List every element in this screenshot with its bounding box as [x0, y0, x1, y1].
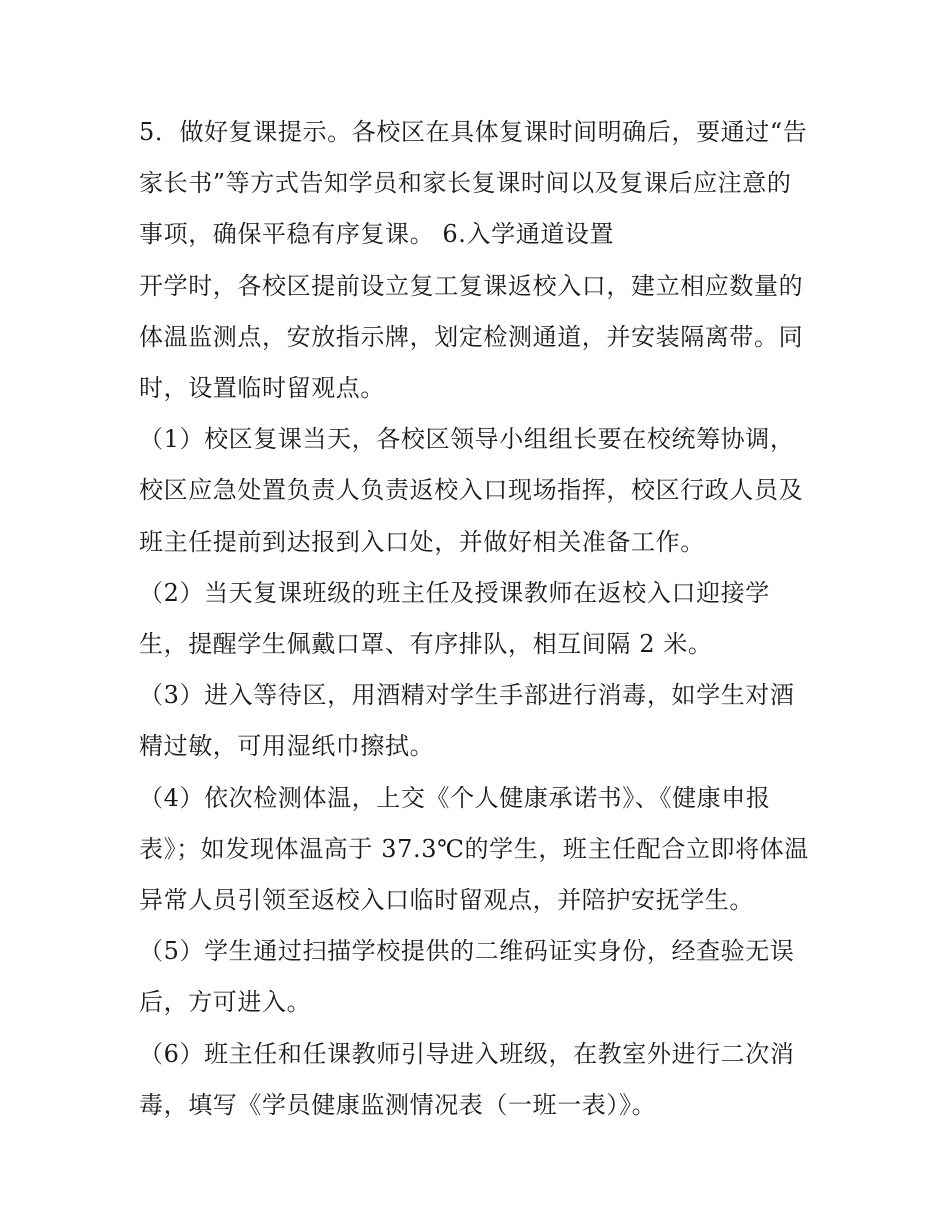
text-line: 精过敏，可用湿纸巾擦拭。	[139, 732, 435, 761]
document-body	[139, 107, 819, 1131]
text-line: 开学时，各校区提前设立复工复课返校入口，建立相应数量的	[139, 271, 804, 300]
text-line: 异常人员引领至返校入口临时留观点，并陪护安抚学生。	[139, 886, 754, 915]
text-line: （6）班主任和任课教师引导进入班级，在教室外进行二次消	[139, 1039, 795, 1068]
text-line: 事项，确保平稳有序复课。 6.入学通道设置	[139, 220, 615, 249]
text-line: 后，方可进入。	[139, 988, 312, 1017]
list-item-3	[139, 670, 819, 772]
text-line: 家长书”等方式告知学员和家长复课时间以及复课后应注意的	[139, 169, 792, 198]
text-line: 体温监测点，安放指示牌，划定检测通道，并安装隔离带。同	[139, 322, 804, 351]
list-item-1	[139, 414, 819, 568]
text-line: 毒，填写《学员健康监测情况表（一班一表）》。	[139, 1090, 657, 1119]
list-item-4	[139, 773, 819, 927]
text-line: 生，提醒学生佩戴口罩、有序排队，相互间隔 2 米。	[139, 630, 713, 659]
section-5-paragraph	[139, 107, 819, 261]
text-line: 班主任提前到达报到入口处，并做好相关准备工作。	[139, 527, 705, 556]
text-line: （1）校区复课当天，各校区领导小组组长要在校统筹协调，	[139, 425, 795, 454]
section-6-intro-paragraph	[139, 261, 819, 415]
text-line: （4）依次检测体温，上交《个人健康承诺书》、《健康申报	[139, 783, 771, 812]
text-line: 校区应急处置负责人负责返校入口现场指挥，校区行政人员及	[139, 476, 804, 505]
text-line: 表》；如发现体温高于 37.3℃的学生，班主任配合立即将体温	[139, 834, 809, 863]
text-line: 时，设置临时留观点。	[139, 374, 385, 403]
text-line: （2）当天复课班级的班主任及授课教师在返校入口迎接学	[139, 578, 770, 607]
text-line: （3）进入等待区，用酒精对学生手部进行消毒，如学生对酒	[139, 681, 795, 710]
text-line: 5．做好复课提示。各校区在具体复课时间明确后，要通过“告	[139, 118, 808, 146]
list-item-2	[139, 568, 819, 670]
text-line: （5）学生通过扫描学校提供的二维码证实身份，经查验无误	[139, 937, 795, 966]
list-item-5	[139, 926, 819, 1028]
list-item-6	[139, 1029, 819, 1131]
